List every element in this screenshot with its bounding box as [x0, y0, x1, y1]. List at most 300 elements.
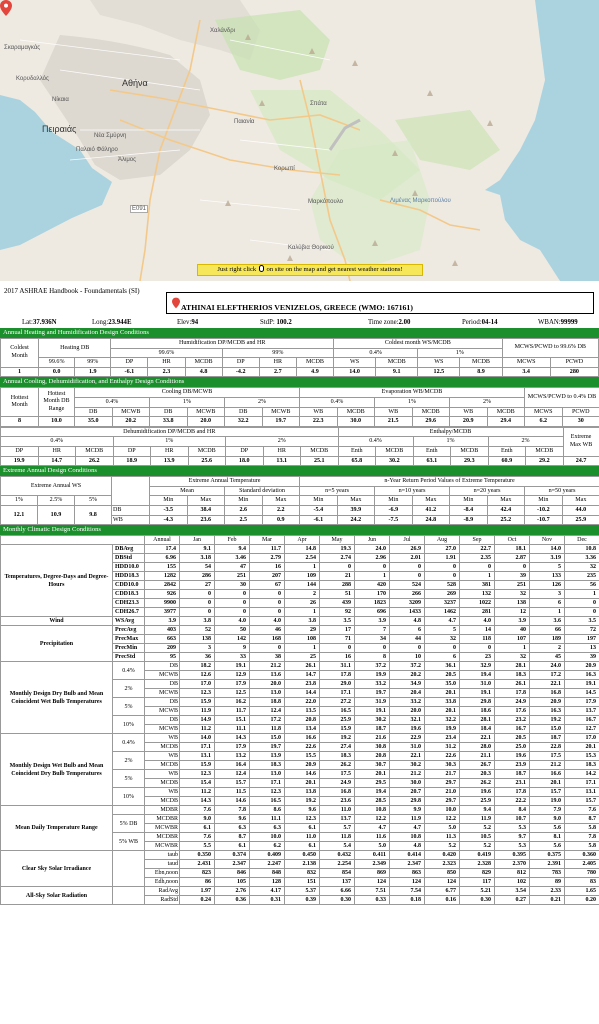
table-cell: 14.3 — [180, 797, 215, 806]
table-cell: 36 — [180, 653, 215, 662]
table-cell: 33.2 — [355, 680, 390, 689]
map-label: Σκαραμαγκάς — [4, 45, 41, 51]
table-cell: Max — [487, 496, 525, 506]
table-cell: MCWS — [525, 407, 563, 417]
table-row — [1, 407, 599, 417]
table-cell: 102 — [495, 878, 530, 887]
table-cell: 6.3 — [250, 824, 285, 833]
table-cell: 38.4 — [187, 505, 225, 515]
table-cell: 19.2 — [530, 716, 565, 725]
table-cell: 5.2 — [460, 842, 495, 851]
table-cell: 20.7 — [390, 788, 425, 797]
table-cell: 19.0 — [530, 797, 565, 806]
table-cell: 19.1 — [460, 689, 495, 698]
table-cell: 118 — [460, 635, 495, 644]
table-cell: taub — [145, 851, 180, 860]
map-label: Αθήνα — [122, 78, 148, 88]
table-cell: 14.6 — [285, 770, 320, 779]
table-cell: 3977 — [145, 608, 180, 617]
table-cell: 0.419 — [460, 851, 495, 860]
col-header: 99.6% — [111, 348, 222, 358]
table-cell: 83 — [565, 878, 599, 887]
map-label: Παλαιό Φάληρο — [76, 147, 118, 153]
table-cell: 20.0 — [390, 707, 425, 716]
map-label: Νέα Σμύρνη — [94, 133, 127, 139]
table-cell: 25.9 — [460, 797, 495, 806]
table-cell: WB — [450, 407, 488, 417]
table-cell: 0 — [495, 563, 530, 572]
table-cell: HR — [38, 446, 76, 456]
table-cell: -7.5 — [375, 515, 413, 525]
table-row — [1, 417, 599, 427]
table-cell: 23.1 — [495, 779, 530, 788]
table-cell: 0.432 — [320, 851, 355, 860]
table-cell: 5% — [75, 496, 112, 506]
table-cell: 280 — [550, 367, 598, 377]
table-cell: 137 — [320, 878, 355, 887]
table-cell: 848 — [250, 869, 285, 878]
table-cell: 13.4 — [285, 725, 320, 734]
table-cell: 2.5% — [38, 496, 75, 506]
table-cell: 863 — [390, 869, 425, 878]
dehumid-table — [0, 427, 599, 466]
table-cell: 20.1 — [425, 689, 460, 698]
table-cell: 2.323 — [425, 860, 460, 869]
table-cell: DP — [111, 358, 148, 368]
table-row — [1, 851, 599, 860]
table-cell: 35.0 — [75, 417, 113, 427]
table-cell: 124 — [390, 878, 425, 887]
table-cell: 829 — [460, 869, 495, 878]
table-cell: 20.9 — [285, 761, 320, 770]
table-cell: 17.4 — [145, 545, 180, 554]
table-cell: 17.1 — [180, 743, 215, 752]
table-cell: 0 — [215, 590, 250, 599]
table-cell: 9.8 — [75, 505, 112, 524]
table-cell: 3.4 — [502, 367, 550, 377]
table-cell: MCDB — [376, 358, 418, 368]
table-cell: 854 — [320, 869, 355, 878]
table-cell: 19.2 — [320, 734, 355, 743]
table-cell: 41.2 — [412, 505, 450, 515]
table-cell: 2.76 — [215, 887, 250, 896]
table-cell: 0 — [390, 644, 425, 653]
table-cell: 67 — [250, 581, 285, 590]
table-cell: 22.0 — [285, 698, 320, 707]
table-row — [1, 536, 599, 545]
table-cell: 3.5 — [320, 617, 355, 626]
table-cell: 3 — [180, 644, 215, 653]
table-cell: 0.374 — [215, 851, 250, 860]
table-cell: 0.4% — [113, 662, 145, 680]
table-cell: 13.0 — [250, 689, 285, 698]
table-cell: 11.7 — [215, 707, 250, 716]
table-cell: 20.5 — [495, 734, 530, 743]
table-cell: 35.0 — [425, 680, 460, 689]
table-cell: Monthly Design Dry Bulb and Mean Coincident Wet Bulb Temperatures — [1, 662, 113, 734]
table-cell: 1.9 — [75, 367, 111, 377]
table-cell: 26.2 — [76, 456, 114, 466]
table-cell: MDBR — [145, 806, 180, 815]
table-cell: 13.2 — [215, 752, 250, 761]
source-title: 2017 ASHRAE Handbook - Foundamentals (SI) — [4, 287, 140, 295]
table-cell: 9.1 — [180, 545, 215, 554]
table-cell: 3.18 — [180, 554, 215, 563]
table-cell: 24.8 — [412, 515, 450, 525]
table-cell: 0 — [250, 644, 285, 653]
table-cell: 11.6 — [355, 833, 390, 842]
col-header: Hottest Month — [1, 388, 39, 417]
table-cell: 3.9 — [145, 617, 180, 626]
table-cell: 13.1 — [180, 752, 215, 761]
table-cell: HDD10.0 — [113, 563, 145, 572]
table-cell: 144 — [285, 581, 320, 590]
table-cell: 29.4 — [487, 417, 525, 427]
table-cell: 420 — [355, 581, 390, 590]
table-cell: 18.3 — [320, 752, 355, 761]
table-cell: MCWBR — [145, 824, 180, 833]
table-cell: DBAvg — [113, 545, 145, 554]
table-cell: 11.3 — [425, 833, 460, 842]
table-cell: 0.33 — [355, 896, 390, 905]
table-row — [1, 456, 599, 466]
table-cell: 1 — [285, 608, 320, 617]
table-cell: 20.4 — [390, 689, 425, 698]
station-marker-icon — [172, 297, 180, 309]
table-cell: 3 — [530, 590, 565, 599]
table-cell: 17.6 — [495, 707, 530, 716]
table-cell: WS — [418, 358, 460, 368]
table-cell: 0 — [250, 590, 285, 599]
table-cell: 17.8 — [320, 671, 355, 680]
table-cell: 33.2 — [390, 698, 425, 707]
col-header: 1% — [113, 437, 226, 447]
table-cell: 19.7 — [250, 743, 285, 752]
table-cell: 15.9 — [320, 725, 355, 734]
table-cell: 13.7 — [320, 815, 355, 824]
col-header: Coldest month WS/MCDB — [334, 339, 503, 349]
table-cell: 20.9 — [565, 662, 599, 671]
table-cell: -5.4 — [300, 505, 338, 515]
table-cell: 9.4 — [460, 806, 495, 815]
table-cell: RadStd — [145, 896, 180, 905]
table-cell: 22.1 — [460, 734, 495, 743]
table-cell: 30.0 — [390, 779, 425, 788]
table-cell: 23.4 — [425, 734, 460, 743]
table-row — [1, 806, 599, 815]
table-cell: 22.9 — [390, 734, 425, 743]
table-cell: 10.7 — [495, 815, 530, 824]
table-cell: 17.9 — [565, 698, 599, 707]
table-cell: 109 — [285, 572, 320, 581]
table-cell: 32.2 — [425, 716, 460, 725]
table-cell: 20.3 — [460, 770, 495, 779]
table-cell: Aug — [425, 536, 460, 545]
table-cell: WSAvg — [113, 617, 145, 626]
table-cell: 15.9 — [180, 698, 215, 707]
table-cell: 3.5 — [565, 617, 599, 626]
table-cell: 10.5 — [460, 833, 495, 842]
map-label: Λιμένας Μαρκοπούλου — [390, 198, 451, 204]
table-cell: 22.1 — [530, 680, 565, 689]
table-cell: MCDB — [185, 358, 222, 368]
station-pin-icon[interactable] — [0, 0, 12, 16]
col-header: n=5 years — [300, 486, 375, 496]
col-header: n-Year Return Period Values of Extreme Temperature — [300, 477, 599, 487]
table-cell: 6.1 — [180, 824, 215, 833]
table-cell: 21 — [320, 572, 355, 581]
table-cell: 23 — [460, 653, 495, 662]
table-cell: 1.97 — [180, 887, 215, 896]
table-cell: 3.54 — [495, 887, 530, 896]
table-cell: 16.8 — [530, 689, 565, 698]
table-cell: 14.0 — [530, 545, 565, 554]
table-cell: 0 — [180, 608, 215, 617]
table-cell: 20.1 — [285, 779, 320, 788]
table-cell — [113, 806, 145, 815]
table-cell: 21.2 — [390, 770, 425, 779]
table-cell: 18.9 — [113, 456, 151, 466]
table-cell: DP — [226, 446, 264, 456]
table-cell: 19.4 — [355, 788, 390, 797]
table-cell: RadAvg — [145, 887, 180, 896]
table-cell: 11.5 — [215, 788, 250, 797]
table-cell: 20.8 — [285, 716, 320, 725]
table-cell: 2.6 — [225, 505, 263, 515]
table-cell: 9.0 — [180, 815, 215, 824]
table-cell: 3.46 — [215, 554, 250, 563]
table-cell: 0 — [565, 608, 599, 617]
col-header: 0.4% — [1, 437, 114, 447]
table-cell: 89 — [530, 878, 565, 887]
table-cell: 66 — [530, 626, 565, 635]
col-header: 1% — [418, 348, 502, 358]
col-header: 1% — [413, 437, 488, 447]
table-cell: 26.2 — [460, 779, 495, 788]
table-cell: 13.6 — [250, 671, 285, 680]
table-cell: 26.1 — [285, 662, 320, 671]
table-cell: 19.7 — [355, 689, 390, 698]
table-cell: 13.8 — [285, 788, 320, 797]
table-cell: 23.8 — [285, 680, 320, 689]
table-cell: 3237 — [425, 599, 460, 608]
col-header: Hottest Month DB Range — [39, 388, 75, 417]
table-cell: 15.7 — [215, 779, 250, 788]
table-cell: 33.8 — [425, 698, 460, 707]
table-cell: 8.9 — [460, 367, 502, 377]
table-cell: 288 — [320, 581, 355, 590]
table-cell: 21.5 — [375, 417, 413, 427]
table-cell: 20.0 — [250, 680, 285, 689]
table-cell: 71 — [320, 635, 355, 644]
table-cell: MCDBR — [145, 815, 180, 824]
table-cell: 17.8 — [495, 788, 530, 797]
table-cell: 2.01 — [390, 554, 425, 563]
weather-station-map[interactable] — [0, 0, 599, 281]
table-cell: 34.9 — [390, 680, 425, 689]
table-cell: 18.7 — [355, 725, 390, 734]
table-cell: 189 — [530, 635, 565, 644]
table-cell: 30 — [215, 581, 250, 590]
table-cell: 3.36 — [565, 554, 599, 563]
meta-long: Long:23.944E — [92, 319, 132, 326]
table-cell: 14 — [460, 626, 495, 635]
col-header: Enthalpy/MCDB — [338, 427, 563, 437]
table-cell: 16.5 — [250, 797, 285, 806]
table-cell: 26.2 — [320, 761, 355, 770]
table-cell: 0.395 — [495, 851, 530, 860]
table-cell: 32 — [495, 653, 530, 662]
table-cell: 32 — [495, 590, 530, 599]
table-cell: 2.35 — [460, 554, 495, 563]
table-cell: 18.7 — [530, 734, 565, 743]
table-cell: 20.1 — [565, 743, 599, 752]
table-cell: 12.2 — [425, 815, 460, 824]
table-cell: 696 — [355, 608, 390, 617]
table-cell: MCWB — [112, 407, 150, 417]
map-label: Καλύβια Θορικού — [288, 245, 334, 251]
table-cell: 14.9 — [180, 716, 215, 725]
table-cell: 2.2 — [262, 505, 300, 515]
table-cell: 15.0 — [530, 725, 565, 734]
table-cell: 30.7 — [355, 761, 390, 770]
table-cell: 25.2 — [487, 515, 525, 525]
table-cell: 13.1 — [263, 456, 301, 466]
map-canvas[interactable] — [0, 0, 599, 281]
table-cell: 0 — [390, 563, 425, 572]
table-cell: Mar — [250, 536, 285, 545]
table-cell: 14.0 — [334, 367, 376, 377]
table-cell: HR — [148, 358, 185, 368]
table-cell: 4.7 — [425, 617, 460, 626]
table-cell: 6.1 — [285, 824, 320, 833]
table-cell: 18.7 — [495, 770, 530, 779]
table-cell: 21.1 — [460, 752, 495, 761]
table-cell: 4.0 — [460, 617, 495, 626]
table-cell: 99.6% — [39, 358, 75, 368]
meta-period: Period:04-14 — [462, 319, 498, 326]
table-cell: 124 — [355, 878, 390, 887]
table-cell: 16.7 — [495, 725, 530, 734]
table-cell: 38 — [250, 653, 285, 662]
extreme-table — [0, 476, 599, 525]
table-cell: MCDB — [337, 407, 375, 417]
table-cell: 44.0 — [562, 505, 599, 515]
meta-wban: WBAN:99999 — [538, 319, 578, 326]
monthly-table — [0, 535, 599, 905]
table-cell: 2% — [225, 397, 300, 407]
table-cell: 5 — [530, 563, 565, 572]
meta-timezone: Time zone:2.00 — [368, 319, 411, 326]
table-cell: 4.0 — [250, 617, 285, 626]
table-cell: 7.6 — [180, 806, 215, 815]
table-cell: Min — [150, 496, 188, 506]
mouse-icon — [259, 265, 264, 272]
table-cell: 0 — [565, 599, 599, 608]
table-cell: 0.36 — [215, 896, 250, 905]
table-cell: 0 — [460, 563, 495, 572]
table-cell: MCWB — [262, 407, 300, 417]
table-cell: 11.9 — [390, 815, 425, 824]
table-cell: 17 — [320, 626, 355, 635]
table-cell: 21.2 — [250, 662, 285, 671]
table-cell: 16.2 — [215, 698, 250, 707]
table-cell: 142 — [215, 635, 250, 644]
table-cell: 16.3 — [530, 707, 565, 716]
table-cell: MCWB — [145, 671, 180, 680]
table-cell: 26.9 — [390, 545, 425, 554]
table-cell: 7.8 — [565, 833, 599, 842]
table-cell: 0.4% — [113, 734, 145, 752]
table-cell: 151 — [285, 878, 320, 887]
table-cell: 12.5 — [418, 367, 460, 377]
table-cell: 16.8 — [320, 788, 355, 797]
table-cell: 17.0 — [565, 734, 599, 743]
table-cell: Oct — [495, 536, 530, 545]
table-cell: 1022 — [460, 599, 495, 608]
table-cell: 6 — [425, 653, 460, 662]
table-cell: 19.4 — [460, 671, 495, 680]
table-cell: 19.1 — [565, 680, 599, 689]
cooling-table — [0, 387, 599, 426]
table-cell: 27.0 — [425, 545, 460, 554]
table-cell: WB — [300, 407, 338, 417]
table-cell: 6 — [390, 626, 425, 635]
table-cell: PrecStd — [113, 653, 145, 662]
table-cell: 5.8 — [565, 824, 599, 833]
table-cell: 0 — [180, 590, 215, 599]
table-cell: WB — [145, 752, 180, 761]
table-cell: 19.6 — [460, 788, 495, 797]
table-cell: -4.3 — [150, 515, 188, 525]
table-cell: 18.0 — [226, 456, 264, 466]
table-cell: HR — [263, 446, 301, 456]
table-cell: 0.30 — [460, 896, 495, 905]
table-cell: 812 — [495, 869, 530, 878]
table-cell: Mean Daily Temperature Range — [1, 806, 113, 851]
table-cell: 3.8 — [285, 617, 320, 626]
table-cell: 32.9 — [460, 662, 495, 671]
table-cell: Wind — [1, 617, 113, 626]
table-cell: MCWBR — [145, 842, 180, 851]
table-cell: 11.8 — [250, 725, 285, 734]
table-cell: 20.8 — [355, 752, 390, 761]
table-cell: WB — [375, 407, 413, 417]
table-cell: 18.2 — [180, 662, 215, 671]
table-cell: 24.2 — [337, 515, 375, 525]
table-cell: 31.2 — [425, 743, 460, 752]
table-cell: 0 — [215, 599, 250, 608]
table-cell: 0.4% — [75, 397, 150, 407]
table-cell: 18.3 — [495, 671, 530, 680]
col-header: 2% — [488, 437, 563, 447]
table-cell: 0.450 — [285, 851, 320, 860]
table-cell: CDD18.3 — [113, 590, 145, 599]
table-row — [1, 358, 599, 368]
table-cell: WB — [145, 788, 180, 797]
table-cell: Jul — [390, 536, 425, 545]
table-cell: DB — [225, 407, 263, 417]
table-cell: 10.0 — [425, 806, 460, 815]
table-cell: 34 — [355, 635, 390, 644]
table-cell: 13 — [565, 644, 599, 653]
table-cell: 54 — [180, 563, 215, 572]
table-cell: 2.138 — [285, 860, 320, 869]
table-cell: 0 — [390, 572, 425, 581]
table-cell: HR — [151, 446, 189, 456]
table-cell: DP — [222, 358, 259, 368]
table-cell: MCWB — [187, 407, 225, 417]
